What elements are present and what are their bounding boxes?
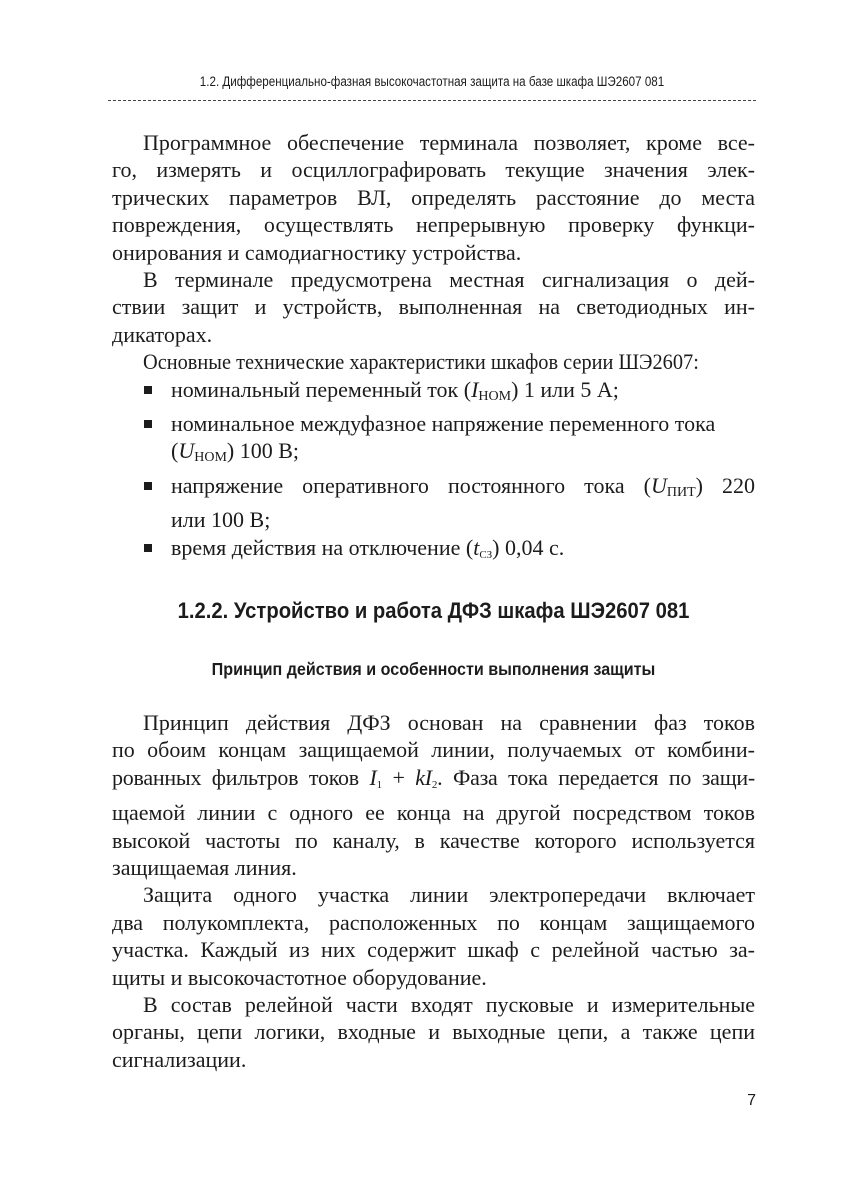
text-line: Принцип действия ДФЗ основан на сравнении фаз токов bbox=[143, 710, 755, 735]
section-title: 1.2.2. Устройство и работа ДФЗ шкафа ШЭ2607 081 bbox=[177, 598, 690, 623]
running-header: 1.2. Дифференциально-фазная высокочастотная защита на базе шкафа ШЭ2607 081 bbox=[199, 74, 665, 89]
text-line: Программное обеспечение терминала позволяет, кроме все- bbox=[143, 130, 755, 155]
text-line: трических параметров ВЛ, определять расстояние до места bbox=[112, 184, 755, 210]
symbol: U bbox=[178, 438, 195, 464]
text-line: высокой частоты по каналу, в качестве которого используется bbox=[112, 827, 755, 853]
paragraph-signaling bbox=[112, 266, 755, 348]
text-line: В состав релейной части входят пусковые и измерительные bbox=[143, 992, 755, 1018]
text-line: дикаторах. bbox=[112, 321, 213, 347]
text-line: повреждения, осуществлять непрерывную проверку функци- bbox=[112, 212, 755, 238]
list-item bbox=[112, 410, 755, 472]
text-line: щаемой линии с одного ее конца на другой посредством токов bbox=[112, 800, 755, 826]
subscript: 1 bbox=[376, 778, 382, 791]
symbol: I bbox=[424, 764, 432, 790]
text-line bbox=[112, 764, 755, 799]
symbol: I bbox=[471, 376, 479, 402]
spec-text: напряжение оперативного постоянного тока ( bbox=[171, 472, 651, 498]
spec-text: ) 0,04 с. bbox=[492, 534, 565, 560]
body-section bbox=[112, 709, 755, 1073]
text-line: по обоим концам защищаемой линии, получаемых от комбини- bbox=[112, 737, 755, 763]
text-fragment: + bbox=[381, 764, 416, 790]
symbol: k bbox=[415, 764, 425, 790]
list-item bbox=[112, 376, 755, 410]
text-line: щиты и высокочастотное оборудование. bbox=[112, 964, 487, 990]
text-fragment: рованных фильтров токов bbox=[112, 764, 370, 790]
subscript: 2 bbox=[431, 778, 438, 791]
text-line: го, измерять и осциллографировать текущие значения элек- bbox=[112, 157, 755, 183]
list-item bbox=[112, 472, 755, 534]
symbol: U bbox=[650, 472, 667, 498]
text-line: онирования и самодиагностику устройства. bbox=[112, 239, 522, 265]
text-line: два полукомплекта, расположенных по концам защищаемого bbox=[112, 909, 755, 935]
bullet-square-icon bbox=[144, 386, 152, 394]
paragraph-software bbox=[112, 129, 755, 266]
spec-text: номинальное междуфазное напряжение переменного тока bbox=[171, 411, 716, 437]
bullet-square-icon bbox=[144, 420, 152, 428]
spec-text: или 100 В; bbox=[171, 507, 271, 533]
text-fragment: . Фаза тока передается по защи- bbox=[437, 764, 755, 790]
spec-text: ) 1 или 5 А; bbox=[511, 376, 619, 402]
text-line: Основные технические характеристики шкафов серии ШЭ2607: bbox=[143, 349, 699, 375]
specs-intro bbox=[112, 348, 755, 375]
spec-text: ) 220 bbox=[695, 472, 755, 498]
subscript: СЗ bbox=[479, 548, 493, 561]
bullet-square-icon bbox=[144, 544, 152, 552]
header-divider bbox=[108, 100, 756, 101]
text-line: участка. Каждый из них содержит шкаф с релейной частью за- bbox=[112, 937, 755, 963]
text-line: органы, цепи логики, входные и выходные цепи, а также цепи bbox=[112, 1019, 755, 1045]
text-line: ствии защит и устройств, выполненная на светодиодных ин- bbox=[112, 294, 755, 320]
subscript: НОМ bbox=[478, 388, 512, 404]
text-line: защищаемая линия. bbox=[112, 855, 297, 881]
paragraph-halfsets bbox=[112, 881, 755, 991]
paragraph-relay-part bbox=[112, 991, 755, 1073]
specs-list bbox=[112, 376, 755, 569]
spec-text: номинальный переменный ток ( bbox=[171, 376, 472, 402]
text-line: сигнализации. bbox=[112, 1046, 247, 1072]
paragraph-principle bbox=[112, 709, 755, 881]
symbol: t bbox=[473, 534, 480, 560]
intro-section bbox=[112, 129, 755, 569]
symbol: I bbox=[369, 764, 377, 790]
bullet-square-icon bbox=[144, 482, 152, 490]
spec-text: ) 100 В; bbox=[226, 438, 300, 464]
subscript: НОМ bbox=[194, 450, 227, 466]
text-line: В терминале предусмотрена местная сигнализация о дей- bbox=[143, 267, 755, 293]
subscript: ПИТ bbox=[666, 484, 696, 500]
list-item bbox=[112, 534, 755, 569]
subsection-title: Принцип действия и особенности выполнения защиты bbox=[211, 659, 656, 679]
spec-text: ( bbox=[171, 438, 179, 464]
text-line: Защита одного участка линии электропередачи включает bbox=[143, 882, 755, 908]
page-number: 7 bbox=[747, 1092, 756, 1109]
spec-text: время действия на отключение ( bbox=[171, 534, 474, 560]
